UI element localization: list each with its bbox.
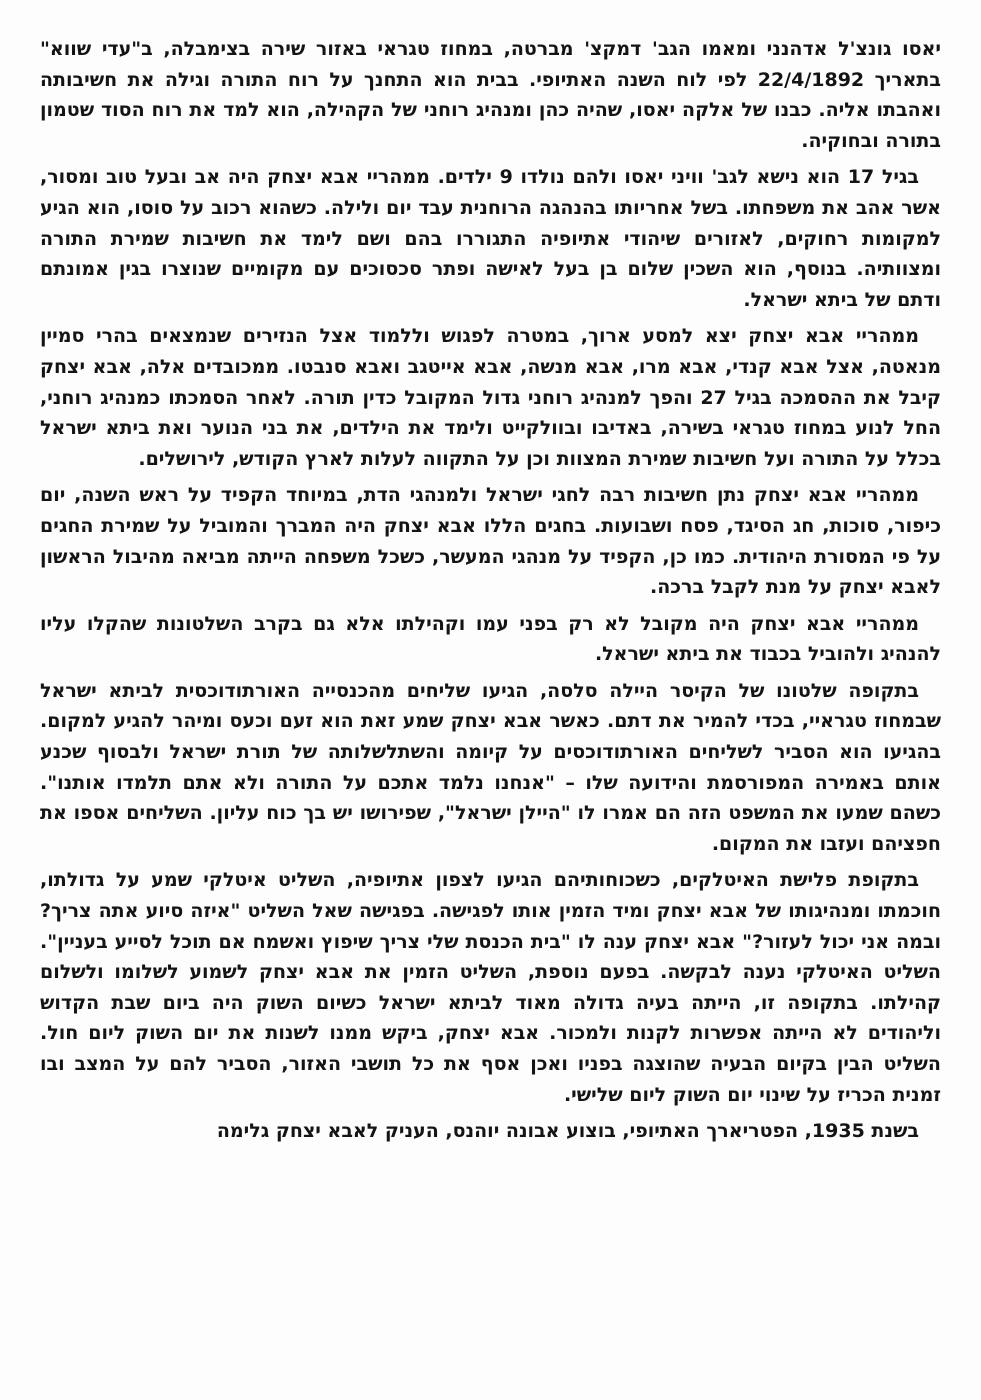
paragraph-family: בגיל 17 הוא נישא לגב' וויני יאסו ולהם נולדו 9 ילדים. ממהריי אבא יצחק היה אב ובעל טוב ומסור, אשר אהב את משפחתו. בשל אחריותו בהנהגה הרוחנית עבד יום ולילה. כשהוא רכוב על סוסו, הוא הגיע למקומות רחוקים, לאזורים שיהודי אתיופיה התגוררו בהם ושם לימד את חשיבות שמירת התורה ומצוותיה. בנוסף, הוא השכין שלום בן בעל לאישה ופתר סכסוכים עם מקומיים שנוצרו בגין אמונתם ודתם של ביתא ישראל. — [40, 166, 941, 311]
paragraph-haile-selassie: בתקופה שלטונו של הקיסר היילה סלסה, הגיעו שליחים מהכנסייה האורתודוכסית לביתא ישראל שבמחוז טגראיי, בכדי להמיר את דתם. כאשר אבא יצחק שמע זאת הוא זעם וכעס ומיהר להגיע למקום. בהגיעו הוא הסביר לשליחים האורתודוכסים על קיומה והשתלשלותה של תורת ישראל ולבסוף שכנע אותם באמירה המפורסמת והידועה שלו – "אנחנו נלמד אתכם על התורה ולא אתם תלמדו אותנו". כשהם שמעו את המשפט הזה הם אמרו לו "היילן ישראל", שפירושו יש בך כוח עליון. השליחים אספו את חפציהם ועזבו את המקום. — [40, 679, 941, 855]
paragraph-authorities: ממהריי אבא יצחק היה מקובל לא רק בפני עמו וקהילתו אלא גם בקרב השלטונות שהקלו עליו להנהיג ולהוביל בכבוד את ביתא ישראל. — [40, 612, 941, 666]
paragraph-birth: יאסו גונצ'ל אדהנני ומאמו הגב' דמקצ' מברטה, במחוז טגראי באזור שירה בצימבלה, ב"עדי שווא" בתאריך 22/4/1892 לפי לוח השנה האתיופי. בבית הוא התחנך על רוח התורה וגילה את חשיבותה ואהבתו אליה. כבנו של אלקה יאסו, שהיה כהן ומנהיג רוחני של הקהילה, הוא למד את רוח הסוד שטמון בתורה ובחוקיה. — [40, 38, 941, 152]
paragraph-1935: בשנת 1935, הפטריארך האתיופי, בוצוע אבונה יוהנס, העניק לאבא יצחק גלימה — [216, 1120, 919, 1143]
paragraph-holidays: ממהריי אבא יצחק נתן חשיבות רבה לחגי ישראל ולמנהגי הדת, במיוחד הקפיד על ראש השנה, יום כיפור, סוכות, חג הסיגד, פסח ושבועות. בחגים הללו אבא יצחק היה המברך והמוביל על שמירת החגים על פי המסורת היהודית. כמו כן, הקפיד על מנהגי המעשר, כשכל משפחה הייתה מביאה מהיבול הראשון לאבא יצחק על מנת לקבל ברכה. — [40, 484, 941, 599]
paragraph-journey: ממהריי אבא יצחק יצא למסע ארוך, במטרה לפגוש וללמוד אצל הנזירים שנמצאים בהרי סמיין מנאטה, אצל אבא קנדי, אבא מרו, אבא מנשה, אבא אייטגב ואבא סנבטו. ממכובדים אלה, אבא יצחק קיבל את ההסמכה בגיל 27 והפך למנהיג רוחני גדול המקובל כדין תורה. לאחר הסמכתו כמנהיג רוחני, החל לנוע במחוז טגראי בשירה, באדיבו ובוולקייט ולימד את הילדים, את בני הנוער ואת ביתא ישראל בכלל על התורה ועל חשיבות שמירת המצוות וכן על התקווה לעלות לארץ הקודש, לירושלים. — [40, 325, 942, 470]
paragraph-italian-invasion: בתקופת פלישת האיטלקים, כשכוחותיהם הגיעו לצפון אתיופיה, השליט איטלקי שמע על גדולתו, חוכמתו ומנהיגותו של אבא יצחק ומיד הזמין אותו לפגישה. בפגישה שאל השליט "איזה סיוע אתה צריך? ובמה אני יכול לעזור?" אבא יצחק ענה לו "בית הכנסת שלי צריך שיפוץ ואשמח אם תוכל לסייע בעניין". השליט האיטלקי נענה לבקשה. בפעם נוספת, השליט הזמין את אבא יצחק לשמוע לשלומו ולשלום קהילתו. בתקופה זו, הייתה בעיה גדולה מאוד לביתא ישראל כשיום השוק היה ביום שבת הקדוש וליהודים לא הייתה אפשרות לקנות ולמכור. אבא יצחק, ביקש ממנו לשנות את יום השוק ליום חול. השליט הבין בקיום הבעיה שהוצגה בפניו ואכן אסף את כל תושבי האזור, הסביר להם על המצב ובו זמנית הכריז על שינוי יום השוק ליום שלישי. — [40, 869, 941, 1106]
